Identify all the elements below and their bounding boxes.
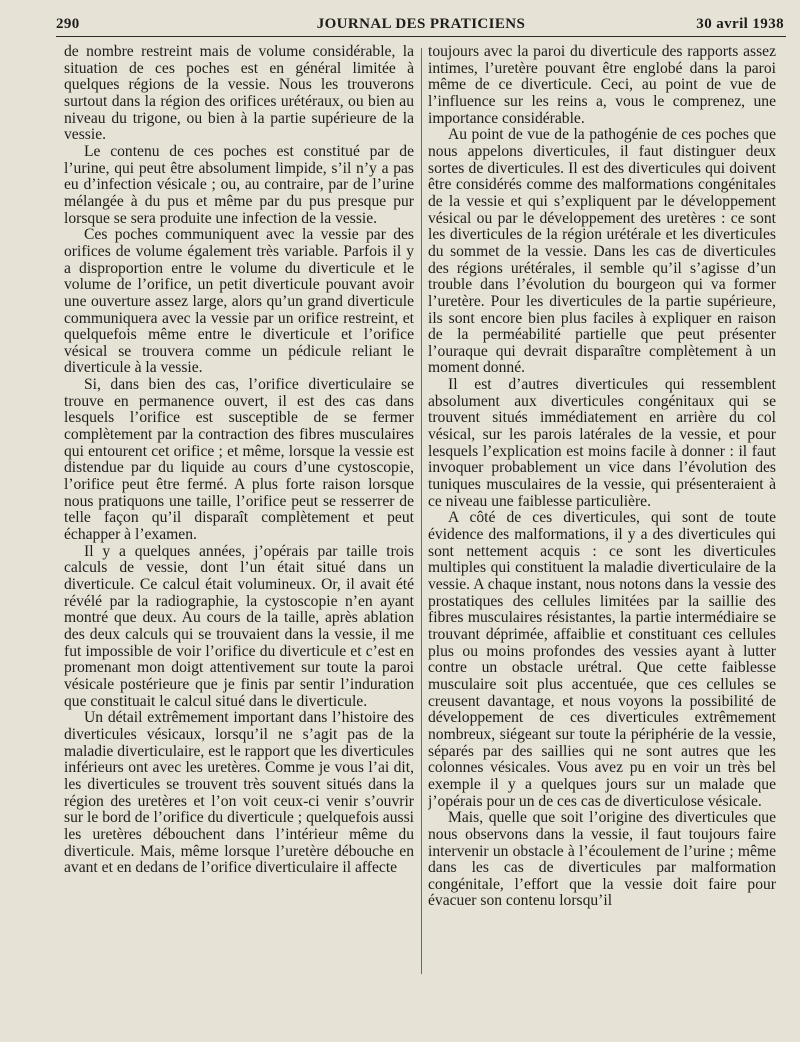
journal-title: JOURNAL DES PRATICIENS <box>316 16 526 32</box>
paragraph: Au point de vue de la pathogénie de ces poches que nous appelons diverticules, il faut distinguer deux sortes de diverticules. Il est des diverticules qui doivent être considérés comme des malformations congénitales de la vessie et qui s’expliquent par le développement vésical ou par le développement des uretères : ce sont les diverticules de la région urétérale et les diverticules du sommet de la vessie. Dans les cas de diverticules des régions urétérales, il semble qu’il s’agisse d’un trouble dans l’évolution du bourgeon qui va former l’uretère. Pour les diverticules de la partie supérieure, ils sont encore bien plus faciles à expliquer en raison de la perméabilité partielle que peut présenter l’ouraque qui devrait disparaître complètement à un moment donné. <box>428 126 776 377</box>
issue-date: 30 avril 1938 <box>696 16 784 32</box>
paragraph: Ces poches communiquent avec la vessie par des orifices de volume également très variable. Parfois il y a disproportion entre le volume du diverticule et le volume de l’orifice, un petit diverticule pouvant avoir une ouverture assez large, alors qu’un grand diverticule communiquera avec la vessie par un orifice restreint, et quelquefois même entre le diverticule et l’orifice vésical se trouvera comme un pédicule reliant le diverticule à la vessie. <box>64 226 414 377</box>
column-divider <box>421 48 422 974</box>
page-header <box>56 14 786 37</box>
paragraph: Un détail extrêmement important dans l’histoire des diverticules vésicaux, lorsqu’il ne s’agit pas de la maladie diverticulaire, est le rapport que les diverticules inférieurs ont avec les uretères. Comme je vous l’ai dit, les diverticules se trouvent très souvent situés dans la région des uretères et l’on voit ceux-ci venir s’ouvrir sur le bord de l’orifice du diverticule ; quelquefois aussi les uretères débouchent dans l’intérieur même du diverticule. Mais, même lorsque l’uretère débouche en avant et en dedans de l’orifice diverticulaire il affecte <box>64 709 414 877</box>
left-column <box>64 44 414 1034</box>
right-column <box>428 44 776 1034</box>
paragraph: Mais, quelle que soit l’origine des diverticules que nous observons dans la vessie, il faut toujours faire intervenir un obstacle à l’écoulement de l’urine ; même dans les cas de diverticules par malformation congénitale, l’effort que la vessie doit faire pour évacuer son contenu lorsqu’il <box>428 809 776 910</box>
paragraph: Il y a quelques années, j’opérais par taille trois calculs de vessie, dont l’un était situé dans un diverticule. Ce calcul était volumineux. Or, il avait été révélé par la radiographie, la cystoscopie n’en ayant montré que deux. Au cours de la taille, après ablation des deux calculs qui se trouvaient dans la vessie, il me fut impossible de voir l’orifice du diverticule et c’est en promenant mon doigt attentivement sur toute la paroi vésicale postérieure que je finis par sentir l’induration que constituait le calcul situé dans le diverticule. <box>64 542 414 710</box>
paragraph: de nombre restreint mais de volume considérable, la situation de ces poches est en général limitée à quelques régions de la vessie. Nous les trouverons surtout dans la région des orifices urétéraux, ou bien au niveau du trigone, ou bien à la partie supérieure de la vessie. <box>64 44 414 144</box>
paragraph: Si, dans bien des cas, l’orifice diverticulaire se trouve en permanence ouvert, il est des cas dans lesquels l’orifice est susceptible de se fermer complètement par la contraction des fibres musculaires qui entourent cet orifice ; et même, lorsque la vessie est distendue par du liquide au cours d’une cystoscopie, l’orifice peut être fermé. A plus forte raison lorsque nous pratiquons une taille, l’orifice peut se resserrer de telle façon qu’il disparaît complètement et peut échapper à l’examen. <box>64 376 414 544</box>
paragraph: Il est d’autres diverticules qui ressemblent absolument aux diverticules congénitaux qui se trouvent situés immédiatement en arrière du col vésical, sur les parois latérales de la vessie, et pour lesquels l’explication est moins facile à donner : il faut invoquer probablement un vice dans l’évolution des tuniques musculaires de la vessie, qui présenteraient à ce niveau une faiblesse particulière. <box>428 376 776 510</box>
page-number: 290 <box>56 16 80 32</box>
paragraph: toujours avec la paroi du diverticule des rapports assez intimes, l’uretère pouvant être englobé dans la paroi même de ce diverticule. Ceci, au point de vue de l’influence sur les reins a, vous le comprenez, une importance considérable. <box>428 44 776 127</box>
paragraph: A côté de ces diverticules, qui sont de toute évidence des malformations, il y a des diverticules qui sont nettement acquis : ce sont les diverticules multiples qui constituent la maladie diverticulaire de la vessie. A chaque instant, nous notons dans la vessie des prostatiques des cellules limitées par la saillie des fibres musculaires résistantes, la partie intermédiaire se trouvant déprimée, affaiblie et constituant ces cellules plus ou moins profondes des vessies ayant à lutter contre un obstacle urétral. Que cette faiblesse musculaire soit plus accentuée, que ces cellules se creusent davantage, et nous voyons la possibilité de développement de ces diverticules extrêmement nombreux, siégeant sur toute la périphérie de la vessie, séparés par des saillies qui ne sont autres que les colonnes vésicales. Vous avez pu en voir un très bel exemple il y a quelques jours sur un malade que j’opérais pour un de ces cas de diverticulose vésicale. <box>428 509 776 810</box>
paragraph: Le contenu de ces poches est constitué par de l’urine, qui peut être absolument limpide, s’il n’y a pas eu d’infection vésicale ; ou, au contraire, par de l’urine mélangée à du pus et même par du pus presque pur lorsque se sera produite une infection de la vessie. <box>64 142 414 227</box>
